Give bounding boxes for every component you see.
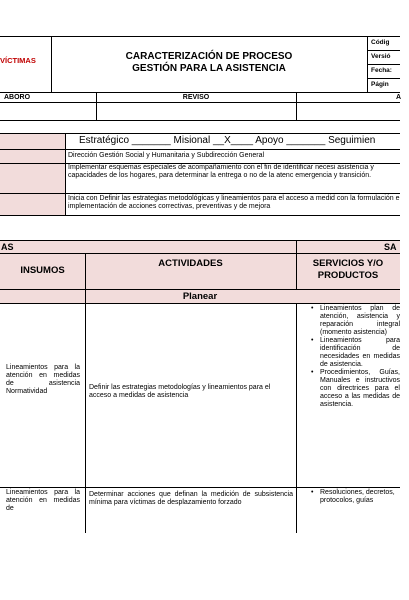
meta-label-version: Versió xyxy=(371,53,391,60)
service-item: • Resoluciones, decretos, protocolos, guías xyxy=(320,489,400,505)
process-responsible: Dirección Gestión Social y Humanitaria y Subdirección General xyxy=(68,152,265,159)
meta-label-fecha: Fecha: xyxy=(371,67,392,74)
logo-text: VÍCTIMAS xyxy=(0,56,36,65)
meta-label-pagina: Págin xyxy=(371,81,389,88)
entity-logo xyxy=(0,54,50,68)
table-row-1-actividad: Definir las estrategias metodologías y lineamientos para el acceso a medidas de asistencia xyxy=(89,384,271,399)
title-line-2: GESTIÓN PARA LA ASISTENCIA xyxy=(132,63,286,74)
column-header-insumos: INSUMOS xyxy=(20,265,65,276)
title-line-1: CARACTERIZACIÓN DE PROCESO xyxy=(125,51,293,62)
classification-label-cell xyxy=(0,133,65,215)
table-row-1-insumos: Lineamientos para la atención en medidas de asistencia Normatividad xyxy=(6,364,80,395)
group-header-entradas: AS xyxy=(1,242,14,252)
phase-label-planear: Planear xyxy=(182,291,218,302)
column-header-actividades: ACTIVIDADES xyxy=(158,258,223,269)
signature-header-elaboro: ABORO xyxy=(4,94,31,101)
meta-label-codigo: Códig xyxy=(371,39,390,46)
process-scope: Inicia con Definir las estrategias metodológicas y lineamientos para el acceso a medid con la formulación e implementación de acciones correctivas, preventivas y de mejora xyxy=(68,195,400,210)
signature-header-reviso: REVISO xyxy=(182,94,210,101)
table-row-2-insumos: Lineamientos para la atención en medidas de xyxy=(6,489,80,512)
service-item: • Lineamientos plan de atención, asistencia y reparación integral (momento asistencia) xyxy=(320,305,400,337)
process-type-line: Estratégico _______ Misional __X____ Apoyo _______ Seguimien xyxy=(79,135,376,146)
signature-header-aprobo: A xyxy=(396,94,402,101)
column-header-servicios: SERVICIOS Y/O PRODUCTOS xyxy=(312,258,384,281)
document-title xyxy=(51,51,367,75)
table-row-1-servicios xyxy=(308,305,400,409)
service-item: • Lineamientos para identificación de necesidades en medidas de asistencia. xyxy=(320,337,400,369)
service-item: • Procedimientos, Guías, Manuales e instructivos con directrices para el acceso a las medidas de asistencia. xyxy=(320,369,400,409)
group-header-salidas: SA xyxy=(384,242,397,252)
table-row-2-servicios xyxy=(308,489,400,505)
process-objective: Implementar esquemas especiales de acompañamiento con el fin de identificar necesi asistencia y capacidades de los hogares, para determinar la entrega o no de la atenc emergencia y transición. xyxy=(68,164,374,179)
table-row-2-actividad: Determinar acciones que definan la medición de subsistencia mínima para víctimas de desplazamiento forzado xyxy=(89,491,293,506)
